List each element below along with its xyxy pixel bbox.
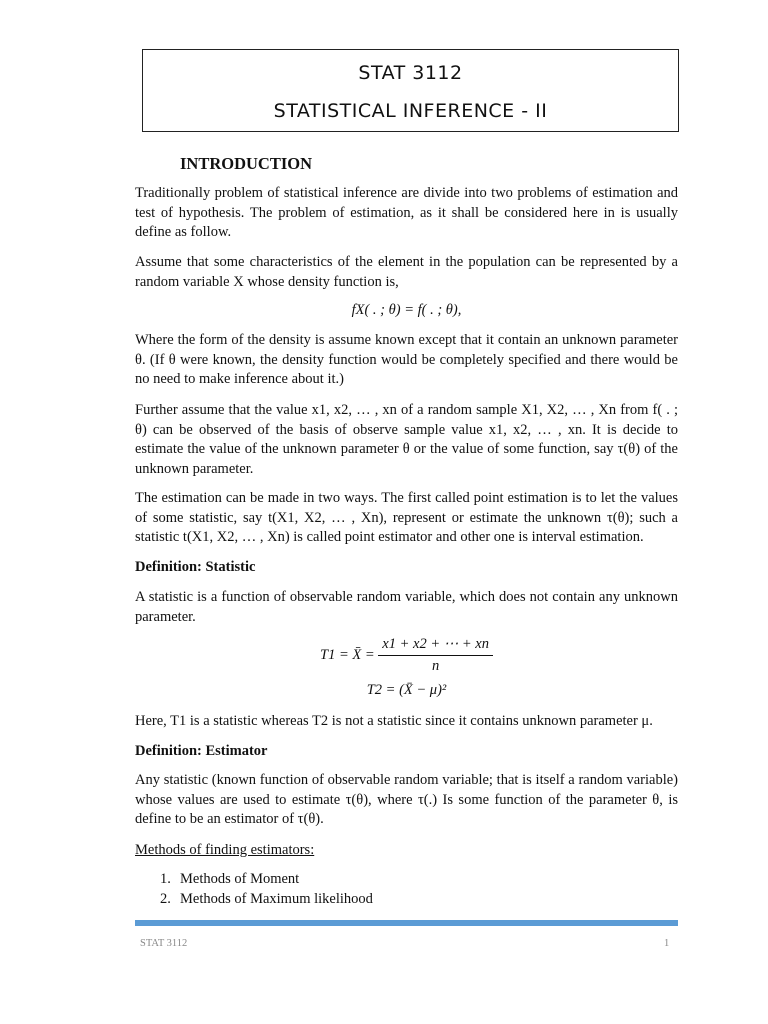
intro-paragraph-4: Further assume that the value x1, x2, … , xn of a random sample X1, X2, … , Xn from f( . ; θ) can be observed of the basis of observe sample value x1, x2, … , xn. It is decide to estimate the value of the unknown parameter θ or the value of some function, say τ(θ) of the unknown parameter. — [135, 402, 678, 477]
intro-paragraph-3: Where the form of the density is assume known except that it contain an unknown parameter θ. (If θ were known, the density function would be completely specified and there would be no need to make inference about it.) — [135, 332, 678, 387]
statistic-here-paragraph: Here, T1 is a statistic whereas T2 is not a statistic since it contains unknown parameter μ. — [135, 713, 653, 729]
introduction-heading: INTRODUCTION — [180, 154, 313, 173]
intro-paragraph-2: Assume that some characteristics of the element in the population can be represented by a random variable X whose density function is, — [135, 254, 678, 290]
estimator-heading: Definition: Estimator — [135, 743, 268, 759]
eq1-numerator: x1 + x2 + ⋯ + xn — [378, 636, 493, 656]
page-number: 1 — [664, 938, 670, 949]
methods-list — [160, 869, 373, 909]
intro-paragraph-1: Traditionally problem of statistical inference are divide into two problems of estimation and test of hypothesis. The problem of estimation, as it shall be considered here in is usually define as follow. — [135, 185, 678, 240]
estimator-paragraph: Any statistic (known function of observable random variable; that is itself a random variable) whose values are used to estimate τ(θ), where τ(.) Is some function of the parameter θ, is define to be an estimator of τ(θ). — [135, 772, 678, 827]
intro-paragraph-5: The estimation can be made in two ways. The first called point estimation is to let the values of some statistic, say t(X1, X2, … , Xn), represent or estimate the unknown τ(θ); such a statistic t(X1, X2, … , Xn) is called point estimator and other one is interval estimation. — [135, 490, 678, 545]
course-code: STAT 3112 — [358, 62, 463, 84]
course-title: STATISTICAL INFERENCE - II — [273, 100, 548, 122]
eq1-denominator: n — [431, 658, 440, 674]
density-equation: fX( . ; θ) = f( . ; θ), — [351, 302, 462, 318]
list-item: 1. Methods of Moment — [160, 871, 300, 887]
footer-rule — [135, 920, 678, 926]
title-box — [142, 49, 679, 132]
list-item: 2. Methods of Maximum likelihood — [160, 891, 373, 907]
eq1-lhs: T1 = X̄ = — [320, 646, 375, 663]
statistic-paragraph: A statistic is a function of observable random variable, which does not contain any unknown parameter. — [135, 589, 678, 625]
eq1-fraction — [378, 636, 493, 675]
statistic-equation-1 — [135, 636, 678, 676]
statistic-heading: Definition: Statistic — [135, 559, 256, 575]
footer-course-code: STAT 3112 — [140, 938, 188, 949]
statistic-equation-2: T2 = (X̄ − μ)² — [366, 682, 447, 698]
methods-heading: Methods of finding estimators: — [135, 842, 315, 858]
